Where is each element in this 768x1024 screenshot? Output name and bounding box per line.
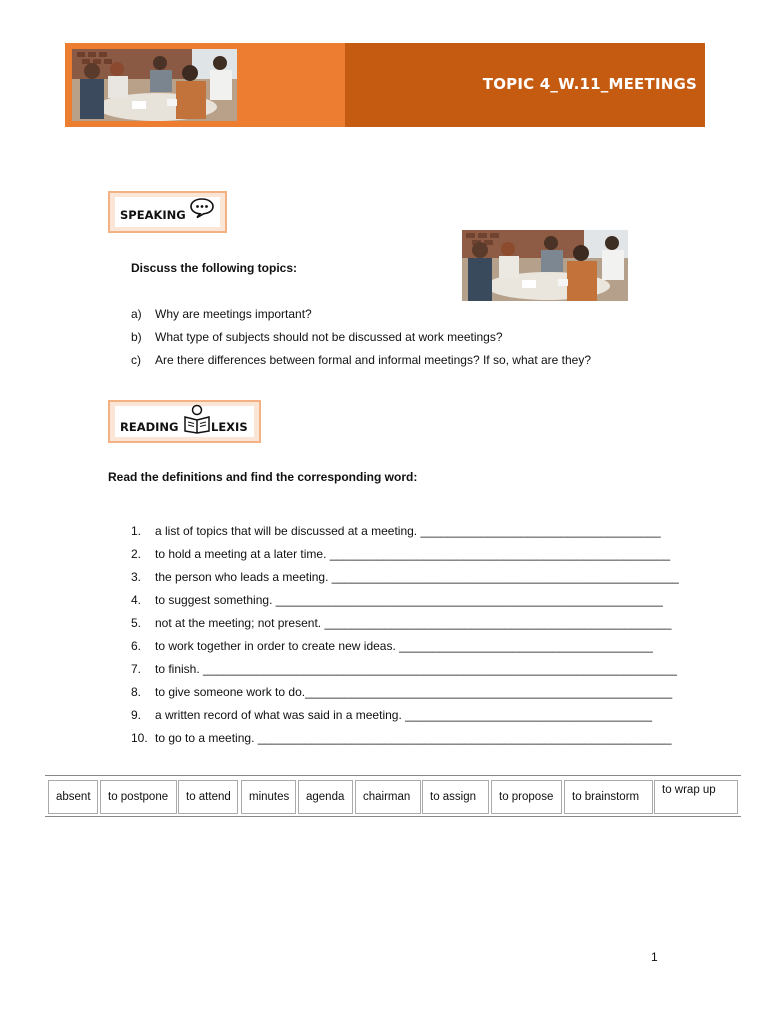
- word-bank-cell: to brainstorm: [564, 780, 653, 814]
- word-bank-cell: chairman: [355, 780, 421, 814]
- header-banner: [65, 43, 705, 127]
- reading-lexis-badge: [108, 400, 261, 443]
- question-item: b) What type of subjects should not be discussed at work meetings?: [131, 330, 503, 344]
- word-bank-cell: to postpone: [100, 780, 177, 814]
- definition-item: 9. a written record of what was said in a meeting. _____________________________________: [131, 708, 653, 722]
- word-bank-cell: to attend: [178, 780, 238, 814]
- word-bank-cell: to propose: [491, 780, 562, 814]
- lexis-label: LEXIS: [211, 420, 248, 434]
- definition-item: 1. a list of topics that will be discussed at a meeting. ____________________________________: [131, 524, 661, 538]
- definition-item: 6. to work together in order to create new ideas. ______________________________________: [131, 639, 653, 653]
- person-reading-book-icon: [182, 404, 212, 439]
- definition-item: 8. to give someone work to do._______________________________________________________: [131, 685, 673, 699]
- definition-item: 10. to go to a meeting. ______________________________________________________________: [131, 731, 672, 745]
- definition-item: 7. to finish. _______________________________________________________________________: [131, 662, 677, 676]
- word-bank-table: [45, 775, 741, 817]
- definition-item: 3. the person who leads a meeting. ____________________________________________________: [131, 570, 679, 584]
- topic-title: TOPIC 4_W.11_MEETINGS: [482, 75, 697, 93]
- header-accent-panel: [65, 43, 345, 127]
- meeting-photo: [462, 230, 628, 301]
- definition-item: 2. to hold a meeting at a later time. ___________________________________________________: [131, 547, 671, 561]
- definition-item: 5. not at the meeting; not present. ____________________________________________________: [131, 616, 672, 630]
- speaking-instruction: Discuss the following topics:: [131, 261, 298, 275]
- word-bank-cell: absent: [48, 780, 98, 814]
- word-bank-cell: minutes: [241, 780, 296, 814]
- definition-item: 4. to suggest something. __________________________________________________________: [131, 593, 663, 607]
- speech-bubble-icon: [189, 197, 215, 224]
- question-item: a) Why are meetings important?: [131, 307, 312, 321]
- word-bank-cell: to assign: [422, 780, 489, 814]
- word-bank-cell: to wrap up: [654, 780, 738, 814]
- word-bank-cell: agenda: [298, 780, 353, 814]
- reading-label: READING: [120, 420, 179, 434]
- speaking-badge: [108, 191, 227, 233]
- question-item: c) Are there differences between formal and informal meetings? If so, what are they?: [131, 353, 592, 367]
- meeting-photo: [72, 49, 237, 121]
- speaking-label: SPEAKING: [120, 208, 186, 222]
- page-number: 1: [651, 950, 658, 964]
- reading-instruction: Read the definitions and find the corresponding word:: [108, 470, 418, 484]
